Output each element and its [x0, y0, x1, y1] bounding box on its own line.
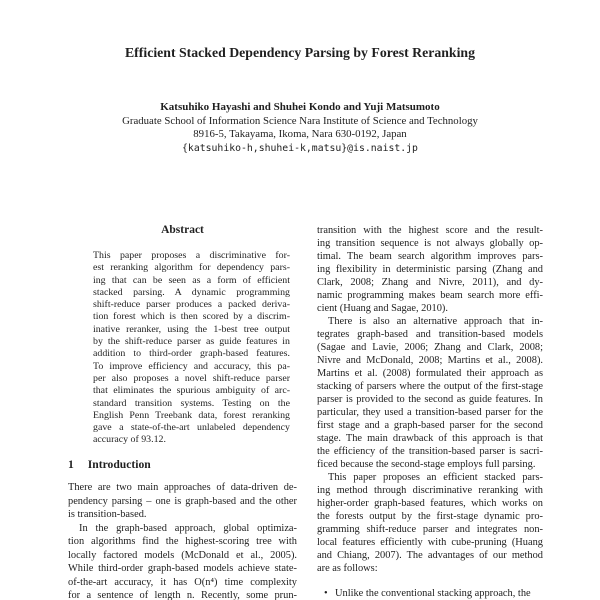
text-line: Nivre and McDonald, 2008; Martins et al., 2008). — [317, 355, 543, 366]
section-title: Introduction — [87, 458, 151, 471]
text-line: There are two main approaches of data-driven de- — [68, 482, 297, 493]
text-line: gave a state-of-the-art unlabeled dependency — [93, 422, 290, 434]
text-line: English Penn Treebank data, forest reranking — [93, 409, 290, 421]
text-line: tion algorithms find the highest-scoring tree with — [68, 536, 297, 547]
text-line: In the graph-based approach, global optimiza- — [79, 522, 297, 534]
text-line: locally factored models (McDonald et al., 2005). — [68, 549, 297, 561]
text-line: cient (Huang and Sagae, 2010). — [317, 303, 448, 314]
text-line — [317, 587, 543, 600]
text-line: ing transition sequence is not always globally op- — [317, 238, 543, 249]
text-line: Clark, 2008; Zhang and Nivre, 2011), and dy- — [317, 277, 543, 288]
text-line: gramming shift-reduce parser and integrates non- — [317, 524, 543, 535]
text-line: that eliminates the spurious ambiguity of arc- — [93, 385, 290, 397]
author-block — [40, 101, 560, 155]
text-line: This paper proposes an efficient stacked pars- — [328, 472, 543, 483]
text-line: parser is provided to the second as guide features. In — [317, 394, 543, 405]
affiliation: Graduate School of Information Science Nara Institute of Science and Technology — [122, 114, 478, 127]
right-column-body — [317, 224, 543, 600]
author-names: Katsuhiko Hayashi and Shuhei Kondo and Yuji Matsumoto — [160, 101, 440, 113]
text-line: and Chiang, 2007). The advantages of our method — [317, 550, 543, 561]
text-line: the forests output by the first-stage dynamic pro- — [317, 511, 543, 522]
paper-title: Efficient Stacked Dependency Parsing by Forest Reranking — [124, 45, 476, 60]
text-line: the efficiency of the transition-based parser is sacri- — [317, 446, 543, 457]
email: {katsuhiko-h,shuhei-k,matsu}@is.naist.jp — [182, 142, 418, 154]
text-line: tegrates graph-based and transition-based models — [317, 329, 543, 340]
text-line: transition with the highest score and the result- — [317, 225, 543, 236]
text-line: higher-order graph-based features, which works on — [317, 498, 543, 509]
section-heading-introduction — [68, 458, 297, 471]
text-line: local features efficiently with cube-pruning (Huang — [317, 537, 543, 548]
text-line: stage. The main drawback of this approach is that — [317, 433, 543, 444]
text-line: Martins et al. (2008) formulated their approach as — [317, 368, 543, 379]
text-line: particular, they used a transition-based parser for the — [317, 407, 543, 418]
text-line: (Sagae and Lavie, 2006; Zhang and Clark, 2008; — [317, 342, 543, 353]
abstract-body — [93, 250, 290, 447]
text-line: by the shift-reduce parser as guide features in — [93, 336, 290, 348]
text-line: To improve efficiency and accuracy, this pa- — [93, 360, 290, 372]
text-line: is transition-based. — [68, 509, 147, 520]
text-line: inative reranker, using the 1-best tree output — [93, 323, 290, 335]
text-line: first stage and a graph-based parser for the second — [317, 420, 543, 431]
bullet-text: Unlike the conventional stacking approach, the — [335, 588, 531, 599]
text-line: This paper proposes a discriminative for- — [93, 250, 290, 261]
text-line: ing that can be seen as a form of efficient — [93, 274, 290, 286]
text-line: timal. The beam search algorithm improves pars- — [317, 251, 543, 262]
text-line: ing flexibility in deterministic parsing (Zhang and — [317, 264, 543, 275]
abstract-heading: Abstract — [161, 224, 204, 236]
text-line: for a sentence of length n. Recently, some prun- — [68, 590, 297, 600]
text-line: ing method through discriminative reranking with — [317, 485, 543, 496]
text-line: While third-order graph-based models achieve state- — [68, 563, 297, 574]
text-line: standard transition systems. Testing on the — [93, 397, 290, 409]
text-line: ficed because the second-stage employs full parsing. — [317, 459, 536, 470]
text-line: addition to third-order graph-based features. — [93, 348, 290, 360]
text-line: There is also an alternative approach that in- — [328, 316, 543, 327]
text-line: est reranking algorithm for dependency pars- — [93, 262, 290, 274]
text-line: per also proposes a novel shift-reduce parser — [93, 372, 290, 384]
text-line: namic programming makes beam search more effi- — [317, 290, 543, 301]
section-number: 1 — [68, 458, 74, 471]
text-line: stacking of parsers where the output of the first-stage — [317, 381, 543, 392]
text-line: are as follows: — [317, 563, 378, 574]
text-line: pendency parsing – one is graph-based and the other — [68, 495, 297, 507]
text-line: stacked parsing. A dynamic programming — [93, 286, 290, 298]
introduction-body — [68, 481, 297, 600]
text-line: shift-reduce parser produces a packed deriva- — [93, 299, 290, 311]
address: 8916-5, Takayama, Ikoma, Nara 630-0192, Japan — [193, 128, 407, 140]
text-line: tion forest which is then scored by a discrim- — [93, 311, 290, 323]
text-line: of-the-art accuracy, it has O(n⁴) time complexity — [68, 576, 297, 588]
bullet-icon: • — [324, 588, 328, 599]
text-line: accuracy of 93.12. — [93, 434, 166, 446]
